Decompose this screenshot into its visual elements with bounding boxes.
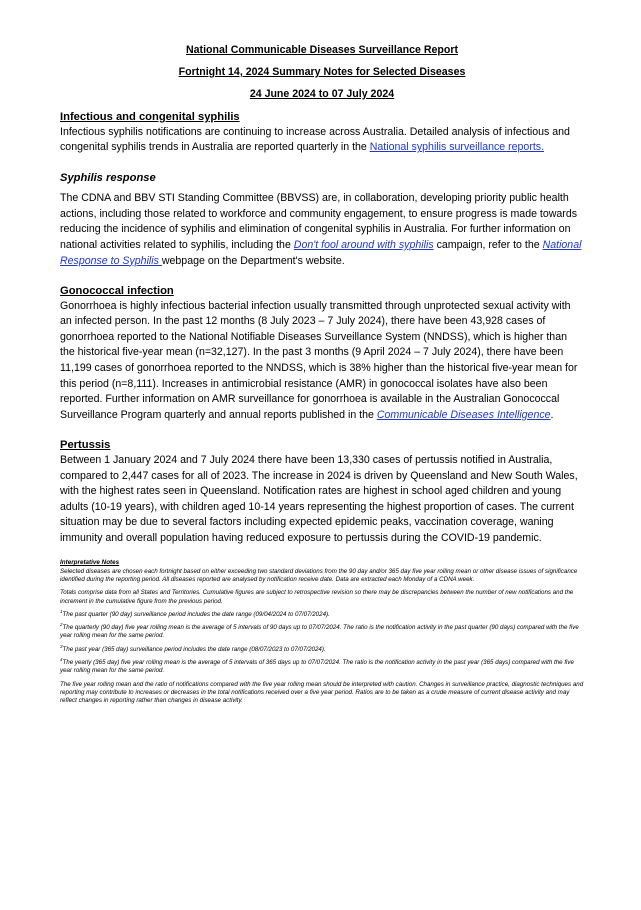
- section-title-gonococcal: Gonococcal infection: [60, 285, 174, 298]
- report-page: [60, 44, 584, 711]
- gonococcal-paragraph: [60, 299, 584, 424]
- report-subtitle: Fortnight 14, 2024 Summary Notes for Selected Diseases: [178, 66, 466, 78]
- note-4: [60, 624, 584, 641]
- interpretative-notes: [60, 559, 584, 705]
- note-1: Selected diseases are chosen each fortnight based on either exceeding two standard deviations from the 90 day and/or 365 day five year rolling mean or other disease issues of significance identified during the reporting period. All diseases reported are analysed by notification receive date. Data are extracted each Monday of a CDNA week.: [60, 567, 578, 583]
- notes-title: Interpretative Notes: [60, 559, 120, 567]
- note-4-footnote-mark: 2: [60, 622, 63, 628]
- note-7: The five year rolling mean and the ratio of notifications compared with the five year rolling mean should be interpreted with caution. Changes in surveillance practice, diagnostic techniques and reporting may contribute to increases or decreases in the total notifications received over a five year period. Ratios are to be taken as a crude measure of current disease activity and may reflect changes in reporting rather than changes in disease activity.: [60, 680, 584, 705]
- note-3-text: The past quarter (90 day) surveillance period includes the date range (09/04/2024 to 07/07/2024).: [62, 610, 330, 618]
- section-title-pertussis: Pertussis: [60, 439, 111, 452]
- dont-fool-around-link[interactable]: Don't fool around with syphilis: [293, 238, 434, 251]
- note-2: Totals comprise data from all States and Territories. Cumulative figures are subject to retrospective revision so there may be discrepancies between the number of new notifications and the increment in the cumulative figure from the previous period.: [60, 589, 574, 605]
- syphilis-text: Infectious syphilis notifications are continuing to increase across Australia. Detailed analysis of infectious and congenital syphilis trends in Australia are reported quarterly in the: [60, 125, 570, 154]
- gonococcal-text-1: Gonorrhoea is highly infectious bacterial infection usually transmitted through unprotected sexual activity with an infected person. In the past 12 months (8 July 2023 – 7 July 2024), there have been 43,928 cases of gonorrhoea reported to the National Notifiable Diseases Surveillance System (NNDSS), which is higher than the historical five-year mean (n=32,127). In the past 3 months (9 April 2024 – 7 July 2024), there have been 11,199 cases of gonorrhoea reported to the NNDSS, which is 38% higher than the historical five-year mean for this period (n=8,111). Increases in antimicrobial resistance (AMR) in gonococcal isolates have also been reported. Further information on AMR surveillance for gonorrhoea is available in the Australian Gonococcal Surveillance Program quarterly and annual reports published in the: [60, 299, 578, 421]
- section-title-syphilis: Infectious and congenital syphilis: [60, 111, 240, 123]
- note-3-footnote-mark: 1: [60, 608, 63, 614]
- report-date-range: 24 June 2024 to 07 July 2024: [249, 88, 395, 100]
- note-3: [60, 608, 584, 619]
- note-6-text: The yearly (365 day) five year rolling mean is the average of 5 intervals of 365 days up to 07/07/2024. The ratio is the notification activity in the past year (365 days) compared with the five year rolling mean for the same period.: [60, 659, 574, 675]
- note-4-text: The quarterly (90 day) five year rolling mean is the average of 5 intervals of 90 days up to 07/07/2024. The ratio is the notification activity in the past quarter (90 days) compared with the five year rolling mean for the same period.: [60, 624, 579, 640]
- note-6: [60, 656, 584, 676]
- pertussis-paragraph: Between 1 January 2024 and 7 July 2024 there have been 13,330 cases of pertussis notified in Australia, compared to 2,447 cases for all of 2023. The increase in 2024 is driven by Queensland and New South Wales, with the highest rates seen in Queensland. Notification rates are highest in school aged children and young adults (10-19 years), with children aged 10-14 years representing the highest proportion of cases. The current situation may be due to several factors including expected epidemic peaks, vaccination coverage, waning immunity and overall population having reduced exposure to pertussis during the COVID-19 pandemic.: [60, 453, 578, 544]
- syphilis-response-paragraph: [60, 191, 584, 269]
- national-response-link[interactable]: National Response to Syphilis: [60, 238, 582, 267]
- syphilis-response-text-2: campaign, refer to the: [433, 238, 543, 251]
- cdi-link[interactable]: Communicable Diseases Intelligence: [376, 408, 551, 421]
- syphilis-reports-link[interactable]: National syphilis surveillance reports.: [369, 141, 545, 154]
- note-6-footnote-mark: 4: [60, 656, 63, 662]
- syphilis-response-text-3: webpage on the Department's website.: [161, 254, 345, 267]
- note-5: [60, 643, 584, 654]
- section-title-syphilis-response: Syphilis response: [60, 171, 156, 184]
- gonococcal-text-2: .: [550, 408, 554, 421]
- report-title: National Communicable Diseases Surveillance Report: [186, 44, 458, 56]
- syphilis-paragraph: [60, 125, 584, 156]
- note-5-footnote-mark: 3: [60, 643, 63, 649]
- syphilis-response-text-1: The CDNA and BBV STI Standing Committee (BBVSS) are, in collaboration, developing priority public health actions, including those related to workforce and community engagement, to ensure progress is made towards reducing the incidence of syphilis and elimination of congenital syphilis in Australia. For further information on national activities related to syphilis, including the: [60, 192, 578, 251]
- note-5-text: The past year (365 day) surveillance period includes the date range (08/07/2023 to 07/07/2024).: [62, 645, 326, 653]
